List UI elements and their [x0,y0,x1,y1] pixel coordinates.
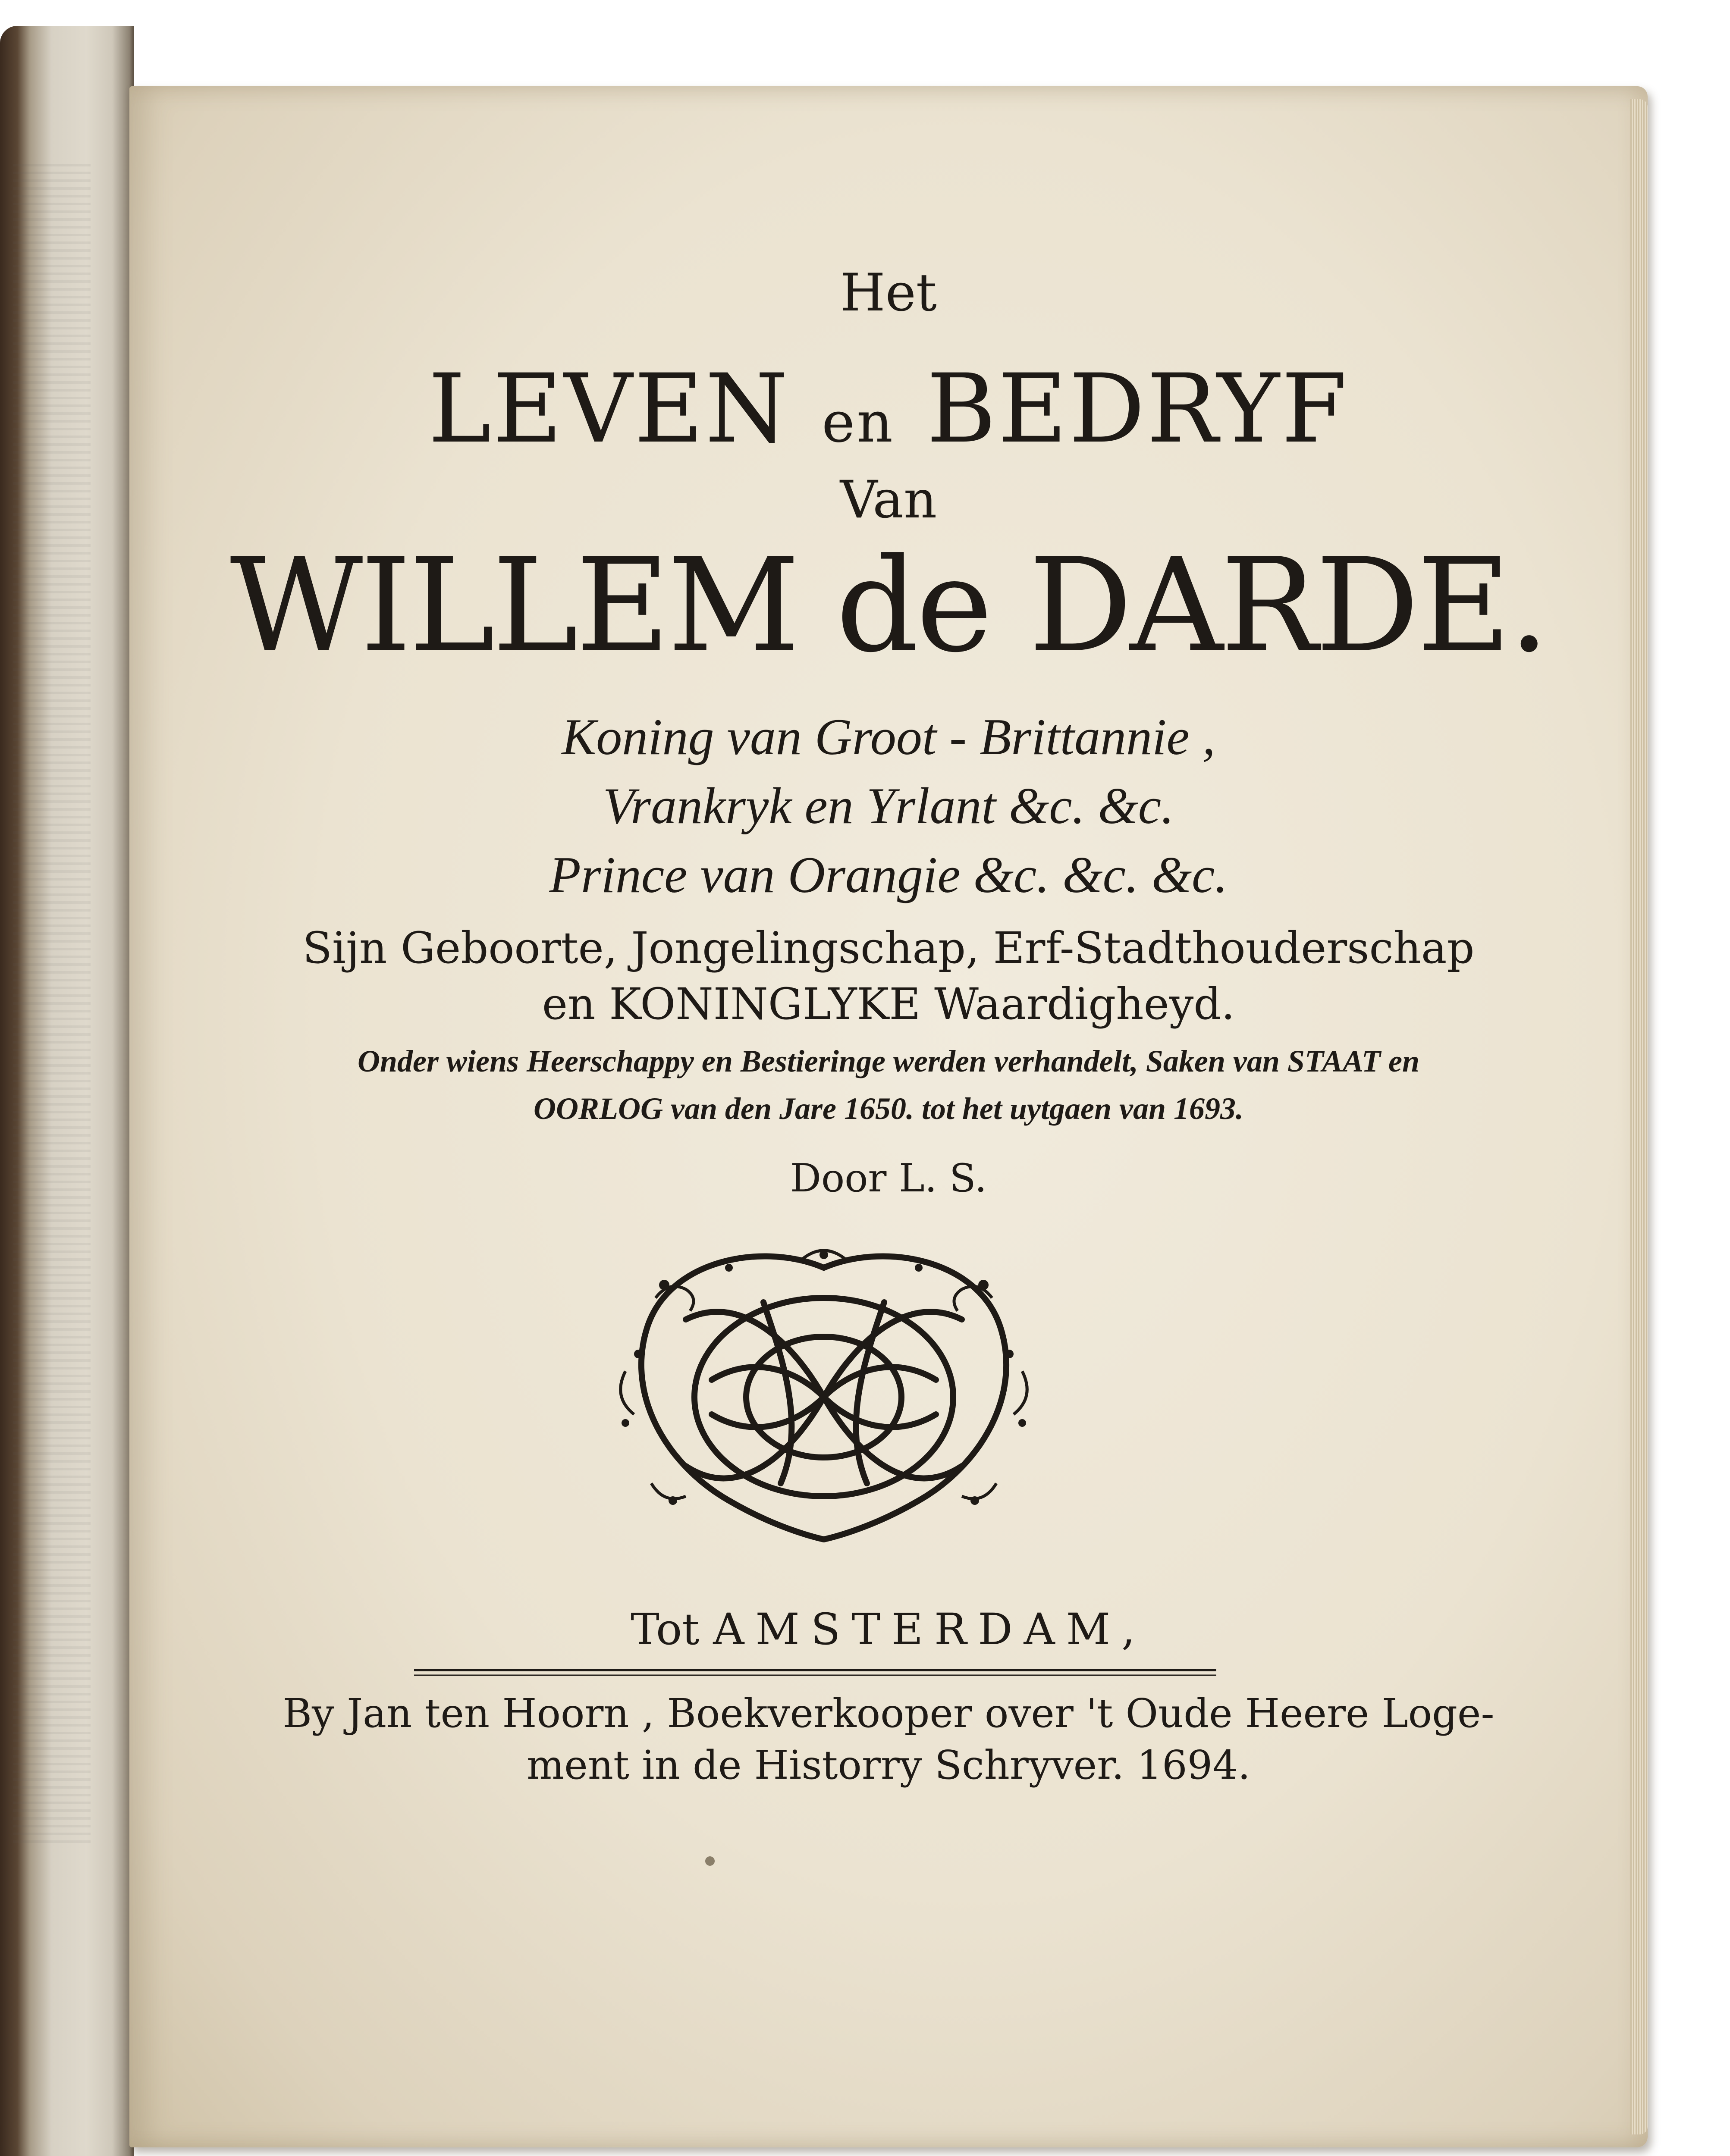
reign-line-2: OORLOG van den Jare 1650. tot het uytgaen van 1693. [534,1091,1243,1126]
king-title-line-3: Prince van Orangie &c. &c. &c. [549,846,1228,903]
imprint-city: AMSTERDAM, [713,1604,1146,1655]
title-part1: LEVEN [428,354,790,464]
king-title-line-1: Koning van Groot - Brittannie , [562,708,1215,765]
imprint-rule [414,1668,1216,1677]
subject-name: WILLEM de DARDE. [230,530,1547,681]
life-line-2: en KONINGLYKE Waardigheyd. [542,979,1235,1029]
imprint-tot: Tot [631,1604,700,1655]
title-en: en [822,389,895,455]
monogram-ornament-icon [600,1242,1048,1544]
title-van: Van [840,470,937,530]
king-title-line-2: Vrankryk en Yrlant &c. &c. [603,777,1174,834]
imprint-publisher-line-1: By Jan ten Hoorn , Boekverkooper over 't Oude Heere Loge- [283,1690,1495,1736]
main-title [129,354,1648,464]
title-part2: BEDRYF [926,354,1349,464]
title-het: Het [840,263,937,323]
imprint-city-line [129,1604,1648,1655]
author-line: Door L. S. [790,1156,987,1201]
reign-line-1: Onder wiens Heerschappy en Bestieringe werden verhandelt, Saken van STAAT en [357,1044,1420,1078]
facing-page-engraving [13,164,91,1846]
imprint-publisher-line-2: ment in de Historry Schryver. 1694. [527,1742,1250,1788]
paper-spot [705,1856,715,1866]
life-line-1: Sijn Geboorte, Jongelingschap, Erf-Stadthouderschap [302,923,1475,973]
